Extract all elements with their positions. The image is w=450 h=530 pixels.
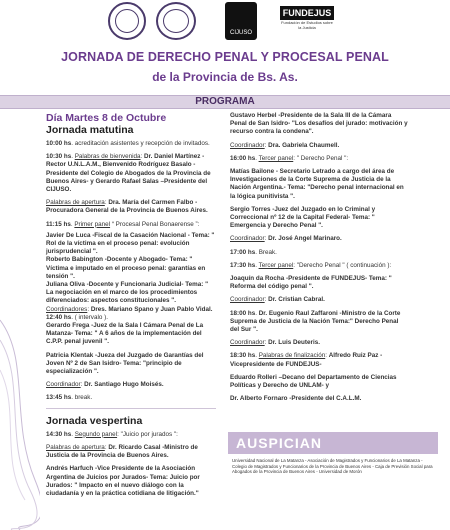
item-text: . Break. bbox=[255, 248, 277, 256]
program-item bbox=[230, 374, 408, 390]
program-item bbox=[230, 275, 408, 291]
item-text: Dra. Gabriela Chaumell. bbox=[268, 141, 340, 149]
item-time: 16:00 hs bbox=[230, 154, 256, 162]
item-label: Coordinador bbox=[230, 339, 265, 347]
right-column bbox=[230, 112, 408, 408]
item-text: Dr. Luis Deuteris. bbox=[268, 339, 320, 347]
logos-row bbox=[0, 0, 450, 44]
item-label: Coordinadores bbox=[46, 305, 88, 313]
item-label: Palabras de finalización bbox=[258, 352, 326, 360]
program-bar: PROGRAMA bbox=[0, 95, 450, 109]
program-item: 10:30 hs. Palabras de bienvenida: Dr. Daniel Martínez - Rector U.N.L.A.M., Bienvenido Rodríguez Basalo - Presidente del Colegio de Abogados de la Provincia de Buenos Aires- y Gerardo Rafael Salas –Presidente del CIJUSO. bbox=[46, 153, 211, 194]
item-text: " Derecho Penal ": bbox=[296, 154, 349, 162]
colegio-abogados-seal-logo bbox=[156, 2, 196, 40]
speaker-entry: Andrés Harfuch -Vice Presidente de la Asociación Argentina de Juicios por Jurados- Tema: Juicio por Jurados: " Impacto en el nuevo diálogo con la ciudadanía y en la práctica cotidiana de litigación." bbox=[46, 465, 200, 497]
item-time: 17:30 hs bbox=[230, 261, 256, 269]
item-label: Palabras de bienvenida bbox=[74, 153, 141, 161]
program-item: 16:00 hs. Tercer panel: " Derecho Penal ": bbox=[230, 154, 349, 162]
program-item: 18:30 hs. Palabras de finalización: Alfredo Ruiz Paz - Vicepresidente de FUNDEJUS- bbox=[230, 352, 383, 368]
program-item bbox=[46, 352, 216, 377]
item-label: Primer panel bbox=[74, 220, 111, 228]
item-text: Dres. Mariano Spano y Juan Pablo Vidal. bbox=[90, 305, 213, 313]
item-label: Coordinador bbox=[230, 296, 265, 304]
program-item bbox=[230, 206, 408, 231]
cijuso-logo-text: CIJUSO bbox=[229, 30, 252, 36]
item-text: . break. bbox=[71, 394, 93, 402]
program-item: Coordinador: Dr. Santiago Hugo Moisés. bbox=[46, 381, 164, 389]
item-text: "Juicio por jurados ": bbox=[120, 430, 178, 438]
speaker-entry: Dr. Eugenio Raul Zaffaroni -Ministro de la Corte Suprema de Justicia de la Nación Tema:" Derecho Penal del Sur ". bbox=[230, 309, 401, 334]
program-item bbox=[230, 395, 408, 403]
program-item: Coordinador: Dr. Cristian Cabral. bbox=[230, 296, 325, 304]
item-text: Dra. María del Carmen Falbo - Procuradora General de la Provincia de Buenos Aires. bbox=[46, 199, 208, 215]
section-divider bbox=[46, 408, 216, 409]
program-item: 18:00 hs. Dr. Eugenio Raul Zaffaroni -Ministro de la Corte Suprema de Justicia de la Nación Tema:" Derecho Penal del Sur ". bbox=[230, 309, 401, 334]
speaker-entry: Roberto Babington -Docente y Abogado- Tema: " Víctima e imputado en el proceso penal: garantías en tensión ". bbox=[46, 256, 206, 280]
session-heading-afternoon: Jornada vespertina bbox=[46, 414, 143, 427]
program-item: Coordinador: Dra. Gabriela Chaumell. bbox=[230, 141, 340, 149]
item-time: 18:30 hs bbox=[230, 352, 256, 360]
fundejus-logo-subtext: Fundación de Estudios sobre la Justicia bbox=[281, 20, 333, 30]
item-label: Tercer panel bbox=[258, 154, 294, 162]
program-item: 17:30 hs. Tercer panel: "Derecho Penal " ( continuación ): bbox=[230, 261, 392, 269]
program-item: Coordinador: Dr. José Angel Marinaro. bbox=[230, 235, 342, 243]
item-text: . acreditación asistentes y recepción de invitados. bbox=[71, 140, 210, 147]
item-text: . ( intervalo ). bbox=[71, 313, 108, 321]
item-label: Coordinador bbox=[46, 381, 81, 389]
auspician-sponsors: Universidad Nacional de La Matanza - Asociación de Magistrados y Funcionarios de La Matanza - Colegio de Magistrados y Funcionarios de la Provincia de Buenos Aires - Caja de Previsión Social para Abogados de la Provincia de Buenos Aires - Universidad de Morón bbox=[232, 458, 433, 475]
program-item bbox=[230, 168, 408, 201]
item-time: 13:45 hs bbox=[46, 394, 72, 402]
speaker-entry: Matías Bailone - Secretario Letrado a cargo del área de Investigaciones de la Corte Suprema de Justicia de la Nación Argentina.- Tema: "Derecho penal internacional en la lógica punitivista ". bbox=[230, 168, 404, 200]
speaker-entry: Juliana Oliva -Docente y Funcionaria Judicial- Tema: " La negociación en el marco de los procedimientos diferenciados: aspectos constitucionales ". bbox=[46, 281, 209, 305]
item-time: 10:30 hs bbox=[46, 153, 72, 161]
speaker-entry: Joaquín da Rocha -Presidente de FUNDEJUS- Tema: " Reforma del código penal ". bbox=[230, 275, 392, 291]
item-text: “ Procesal Penal Bonaerense ”: bbox=[111, 220, 200, 228]
item-time: 14:30 hs bbox=[46, 430, 72, 438]
item-text: Alfredo Ruiz Paz - Vicepresidente de FUNDEJUS- bbox=[230, 352, 383, 368]
item-label: Palabras de apertura bbox=[46, 199, 105, 207]
item-label: Tercer panel bbox=[258, 261, 294, 269]
page-subtitle: de la Provincia de Bs. As. bbox=[152, 70, 298, 84]
item-time: 17:00 hs bbox=[230, 248, 256, 256]
item-text: Dr. José Angel Marinaro. bbox=[268, 235, 342, 243]
item-time: 10:00 hs bbox=[46, 140, 72, 147]
speaker-entry: Javier De Luca -Fiscal de la Casación Nacional - Tema: " Rol de la víctima en el proceso penal: evolución jurisprudencial ". bbox=[46, 231, 215, 256]
program-item bbox=[230, 112, 408, 137]
item-time: 12:40 hs bbox=[46, 313, 72, 321]
page-title: JORNADA DE DERECHO PENAL Y PROCESAL PENAL bbox=[61, 50, 389, 64]
speaker-entry: Eduardo Rolleri –Decano del Departamento de Ciencias Políticas y Derecho de UNLAM- y bbox=[230, 373, 397, 390]
item-text: Dr. Ricardo Casal -Ministro de Justicia de la Provincia de Buenos Aires. bbox=[46, 443, 198, 460]
item-time: 11:15 hs bbox=[46, 220, 71, 228]
program-item bbox=[46, 394, 216, 402]
item-text: Dr. Daniel Martínez - Rector U.N.L.A.M., Bienvenido Rodríguez Basalo - Presidente del Colegio de Abogados de la Provincia de Buenos Aires- y Gerardo Rafael Salas –Presidente del CIJUSO. bbox=[46, 153, 211, 194]
decorative-swirl bbox=[0, 300, 40, 530]
speaker-entry: Sergio Torres -Juez del Juzgado en lo Criminal y Correccional nº 12 de la Capital Federal- Tema: " Emergencia y Derecho Penal ". bbox=[230, 205, 376, 230]
item-label: Coordinador bbox=[230, 235, 265, 243]
left-column bbox=[46, 112, 216, 503]
item-label: Segundo panel bbox=[74, 430, 118, 438]
session-heading-morning: Jornada matutina bbox=[46, 124, 134, 136]
speaker-entry: Gerardo Frega -Juez de la Sala I Cámara Penal de La Matanza- Tema: " A 6 años de la implementación del C.P.P. penal juvenil ". bbox=[46, 322, 204, 346]
program-item bbox=[46, 465, 216, 498]
university-seal-logo bbox=[108, 2, 146, 40]
program-item: 14:30 hs. Segundo panel: "Juicio por jurados ": bbox=[46, 430, 178, 438]
item-text: Dr. Santiago Hugo Moisés. bbox=[84, 381, 164, 389]
program-item bbox=[230, 249, 408, 257]
fundejus-logo bbox=[280, 6, 334, 32]
speaker-entry: Patricia Klentak -Jueza del Juzgado de Garantías del Joven Nº 2 de San Isidro- Tema: "principio de especialización ". bbox=[46, 351, 204, 376]
speaker-entry: Dr. Alberto Fornaro -Presidente del C.A.L.M. bbox=[230, 395, 362, 403]
program-item: Palabras de apertura: Dr. Ricardo Casal -Ministro de Justicia de la Provincia de Buenos Aires. bbox=[46, 443, 198, 460]
item-text: "Derecho Penal " ( continuación ): bbox=[296, 261, 392, 269]
cijuso-logo bbox=[225, 2, 257, 40]
program-item: Palabras de apertura: Dra. María del Carmen Falbo - Procuradora General de la Provincia de Buenos Aires. bbox=[46, 199, 208, 215]
auspician-banner: AUSPICIAN bbox=[228, 432, 438, 454]
item-label: Coordinador bbox=[230, 141, 265, 149]
program-item: 11:15 hs. Primer panel “ Procesal Penal Bonaerense ”: Javier De Luca -Fiscal de la Casación Nacional - Tema: " Rol de la víctima en el proceso penal: evolución jurisprudencial ". Roberto Babington -Docente y Abogado- Tema: " Víctima e imputado en el proceso penal: garantías en tensión ". Juliana Oliva -Docente y Funcionaria Judicial- Tema: " La negociación en el marco de los procedimientos diferenciados: aspectos constitucionales ". Coordinadores: Dres. Mariano Spano y Juan Pablo Vidal. 12:40 hs. ( intervalo ). Gerardo Frega -Juez de la Sala I Cámara Penal de La Matanza- Tema: " A 6 años de la implementación del C.P.P. penal juvenil ". bbox=[46, 220, 215, 346]
item-label: Palabras de apertura bbox=[46, 443, 105, 451]
fundejus-logo-text: FUNDEJUS bbox=[280, 6, 334, 20]
speaker-entry: Gustavo Herbel -Presidente de la Sala III de la Cámara Penal de San Isidro- "Los desafíos del jurado: motivación y recurso contra la condena". bbox=[230, 112, 408, 136]
item-time: 18:00 hs bbox=[230, 309, 256, 317]
program-item bbox=[46, 140, 216, 148]
day-heading: Día Martes 8 de Octubre bbox=[46, 112, 167, 124]
program-item: Coordinador: Dr. Luis Deuteris. bbox=[230, 339, 320, 347]
item-text: Dr. Cristian Cabral. bbox=[268, 296, 325, 304]
